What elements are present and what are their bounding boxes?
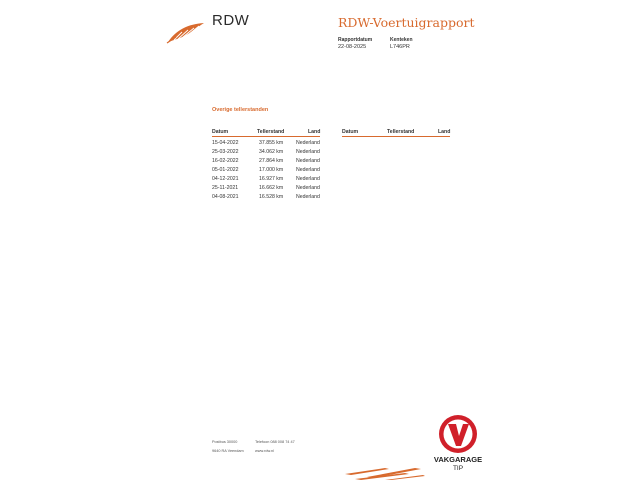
table-header-rule-2: [342, 136, 450, 137]
table-row-date: 16-02-2022: [212, 158, 239, 164]
table-row-mileage: 17.000 km: [259, 167, 284, 173]
report-date-value: 22-08-2025: [338, 44, 367, 50]
table-row-date: 25-03-2022: [212, 149, 239, 155]
table-row-mileage: 37.855 km: [259, 140, 284, 146]
table-row-mileage: 27.864 km: [259, 158, 284, 164]
table-row-date: 15-04-2022: [212, 140, 239, 146]
footer-web[interactable]: www.rdw.nl: [255, 449, 274, 453]
table-row-mileage: 34.062 km: [259, 149, 284, 155]
section-title: Overige tellerstanden: [212, 107, 269, 113]
table-row-mileage: 16.927 km: [259, 176, 284, 182]
col-header-date-2: Datum: [342, 129, 359, 135]
table-header-rule: [212, 136, 320, 137]
col-header-mileage-2: Tellerstand: [387, 129, 415, 135]
rdw-logo-icon: [166, 22, 206, 44]
table-row-date: 04-08-2021: [212, 194, 239, 200]
footer-stripes-icon: [345, 464, 425, 480]
plate-label: Kenteken: [390, 37, 413, 43]
col-header-mileage: Tellerstand: [257, 129, 285, 135]
footer-postal: 9640 RA Veendam: [212, 449, 244, 453]
brand-name: RDW: [212, 12, 250, 29]
report-title: RDW-Voertuigrapport: [338, 15, 475, 30]
table-row-country: Nederland: [296, 167, 320, 173]
table-row-country: Nederland: [296, 158, 320, 164]
table-row-date: 04-12-2021: [212, 176, 239, 182]
table-row-date: 05-01-2022: [212, 167, 239, 173]
table-row-country: Nederland: [296, 194, 320, 200]
col-header-date: Datum: [212, 129, 229, 135]
table-row-mileage: 16.662 km: [259, 185, 284, 191]
plate-value: L746PR: [390, 44, 410, 50]
badge-subtitle: TIP: [452, 465, 464, 472]
table-row-country: Nederland: [296, 185, 320, 191]
footer-phone: Telefoon 088 008 74 47: [255, 440, 295, 444]
badge-title: VAKGARAGE: [433, 455, 483, 464]
table-row-date: 25-11-2021: [212, 185, 239, 191]
table-row-mileage: 16.528 km: [259, 194, 284, 200]
footer-postbox: Postbus 30000: [212, 440, 238, 444]
table-row-country: Nederland: [296, 176, 320, 182]
col-header-country: Land: [308, 129, 321, 135]
report-date-label: Rapportdatum: [338, 37, 373, 43]
col-header-country-2: Land: [438, 129, 451, 135]
table-row-country: Nederland: [296, 140, 320, 146]
table-row-country: Nederland: [296, 149, 320, 155]
